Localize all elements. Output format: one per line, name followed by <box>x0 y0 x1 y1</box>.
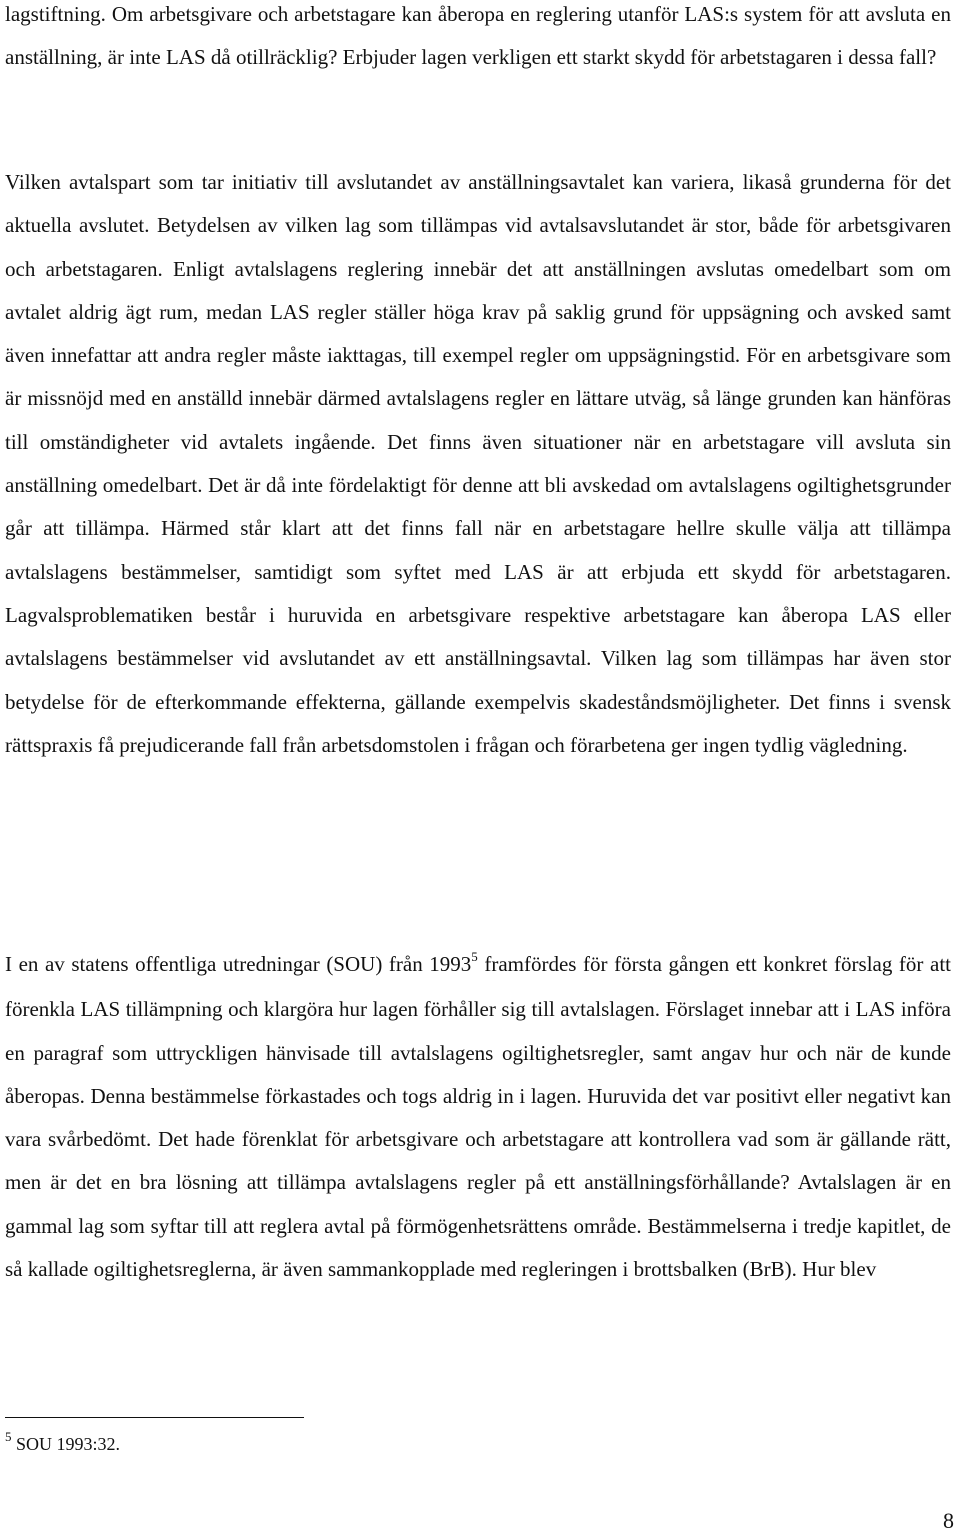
paragraph-text: framfördes för första gången ett konkret förslag för att förenkla LAS tillämpning och klargöra hur lagen förhåller sig till avtalslagen. Förslaget innebar att i LAS införa en paragraf som uttryckligen hänvisade till avtalslagens ogiltighetsregler, samt angav hur och när de kunde åberopas. Denna bestämmelse förkastades och togs aldrig in i lagen. Huruvida det var positivt eller negativt kan vara svårbedömt. Det hade förenklat för arbetsgivare och arbetstagare att kontrollera vad som är gällande rätt, men är det en bra lösning att tillämpa avtalslagens regler på ett anställningsförhållande? Avtalslagen är en gammal lag som syftar till att reglera avtal på förmögenhetsrättens område. Bestämmelserna i tredje kapitlet, de så kallade ogiltighetsreglerna, är även sammankopplade med regleringen i brottsbalken (BrB). Hur blev <box>5 952 951 1282</box>
paragraph-text: lagstiftning. Om arbetsgivare och arbetstagare kan åberopa en reglering utanför LAS:s system för att avsluta en anställning, är inte LAS då otillräcklig? Erbjuder lagen verkligen ett starkt skydd för arbetstagaren i dessa fall? <box>5 2 951 70</box>
footnote-reference: 5 <box>471 949 478 964</box>
paragraph-text: Vilken avtalspart som tar initiativ till avslutandet av anställningsavtalet kan variera, likaså grunderna för det aktuella avslutet. Betydelsen av vilken lag som tillämpas vid avtalsavslutandet är stor, både för arbetsgivaren och arbetstagaren. Enligt avtalslagens reglering innebär det att anställningen avslutas omedelbart som om avtalet aldrig ägt rum, medan LAS regler ställer höga krav på saklig grund för uppsägning och avsked samt även innefattar att andra regler måste iakttagas, till exempel regler om uppsägningstid. För en arbetsgivare som är missnöjd med en anställd innebär därmed avtalslagens regler en lättare utväg, så länge grunden kan hänföras till omständigheter vid avtalets ingående. Det finns även situationer när en arbetstagare vill avsluta sin anställning omedelbart. Det är då inte fördelaktigt för denne att bli avskedad om avtalslagens ogiltighetsgrunder går att tillämpa. Härmed står klart att det finns fall när en arbetstagare hellre skulle välja att tillämpa avtalslagens bestämmelser, samtidigt som syftet med LAS är att erbjuda ett skydd för arbetstagaren. Lagvalsproblematiken består i huruvida en arbetsgivare respektive arbetstagare kan åberopa LAS eller avtalslagens bestämmelser vid avslutandet av ett anställningsavtal. Vilken lag som tillämpas har även stor betydelse för de efterkommande effekterna, gällande exempelvis skadeståndsmöjligheter. Det finns i svensk rättspraxis få prejudicerande fall från arbetsdomstolen i frågan och förarbetena ger ingen tydlig vägledning. <box>5 170 951 757</box>
footnote-text: SOU 1993:32. <box>11 1434 121 1454</box>
page-number: 8 <box>943 1508 954 1533</box>
footnote-mark: 5 <box>5 1429 12 1444</box>
paragraph <box>5 0 951 80</box>
footnote <box>5 1429 121 1458</box>
paragraph <box>5 943 951 1291</box>
paragraph-text: I en av statens offentliga utredningar (SOU) från 1993 <box>5 952 472 976</box>
footnote-separator <box>5 1417 304 1418</box>
paragraph <box>5 161 951 767</box>
